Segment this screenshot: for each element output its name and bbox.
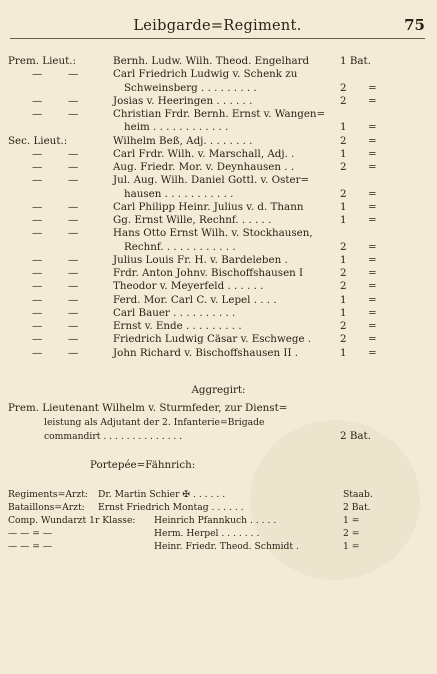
officer-name: Jul. Aug. Wilh. Daniel Gottl. v. Oster= [113, 174, 310, 187]
officer-name: hausen . . . . . . . . . . . [124, 187, 234, 200]
officer-dash: — [68, 68, 79, 81]
officer-dash: — [68, 280, 79, 293]
officer-dash: — [32, 306, 43, 319]
officer-name: Carl Friedrich Ludwig v. Schenk zu [113, 68, 298, 81]
officer-ditto: = [368, 161, 377, 173]
officer-ditto: = [368, 306, 377, 319]
officer-dash: — [68, 214, 79, 226]
officer-ditto: = [368, 94, 377, 107]
officer-dash: — [68, 108, 79, 120]
officer-name: Christian Frdr. Bernh. Ernst v. Wangen= [113, 108, 326, 120]
aggregirt-text-3: commandirt . . . . . . . . . . . . . . [44, 431, 183, 442]
medical-rank: Comp. Wundarzt 1r Klasse: [8, 515, 136, 526]
officer-battalion: 1 [340, 147, 347, 160]
officer-dash: — [68, 147, 79, 160]
officer-dash: — [68, 320, 79, 332]
officer-name: Carl Bauer . . . . . . . . . . [113, 306, 236, 319]
officer-name: Julius Louis Fr. H. v. Bardeleben . [113, 253, 288, 266]
officer-name: Josias v. Heeringen . . . . . . [113, 94, 253, 107]
medical-unit: 2 = [343, 528, 360, 539]
officer-rank: Prem. Lieut.: [8, 55, 76, 67]
officer-rank: Sec. Lieut.: [8, 134, 68, 147]
officer-name: Schweinsberg . . . . . . . . . [124, 81, 257, 94]
officer-dash: — [32, 68, 43, 81]
medical-rank: — — = — [8, 541, 53, 552]
officer-dash: — [32, 320, 43, 332]
officer-ditto: = [368, 121, 377, 134]
medical-unit: 1 = [343, 515, 360, 526]
officer-dash: — [68, 227, 79, 240]
officer-dash: — [32, 214, 43, 226]
officer-name: Carl Philipp Heinr. Julius v. d. Thann [113, 200, 304, 213]
officer-dash: — [32, 200, 43, 213]
officer-name: Friedrich Ludwig Cäsar v. Eschwege . [113, 333, 312, 346]
officer-battalion: 2 [340, 94, 347, 107]
officer-name: heim . . . . . . . . . . . . [124, 121, 229, 134]
officer-dash: — [68, 293, 79, 306]
officer-ditto: = [368, 240, 377, 253]
officer-name: John Richard v. Bischoffshausen II . [113, 346, 299, 359]
officer-name: Ferd. Mor. Carl C. v. Lepel . . . . [113, 293, 277, 306]
officer-name: Carl Frdr. Wilh. v. Marschall, Adj. . [113, 147, 295, 160]
officer-dash: — [32, 267, 43, 279]
medical-unit: 1 = [343, 541, 360, 552]
officer-battalion: 1 [340, 306, 347, 319]
officer-dash: — [32, 108, 43, 120]
officer-battalion: 2 [340, 333, 347, 346]
medical-name: Ernst Friedrich Montag . . . . . . [98, 502, 244, 513]
officer-ditto: = [368, 81, 377, 94]
officer-dash: — [68, 174, 79, 187]
officer-battalion: 1 [340, 121, 347, 134]
officer-name: Rechnf. . . . . . . . . . . . [124, 240, 236, 253]
officer-battalion: 1 [340, 214, 347, 226]
medical-name: Heinrich Pfannkuch . . . . . [154, 515, 277, 526]
officer-battalion: 2 [340, 187, 347, 200]
officer-dash: — [68, 306, 79, 319]
officer-ditto: = [368, 147, 377, 160]
officer-dash: — [32, 293, 43, 306]
officer-dash: — [32, 280, 43, 293]
officer-ditto: = [368, 253, 377, 266]
aggregirt-text-2: leistung als Adjutant der 2. Infanterie=Brigade [44, 417, 265, 428]
officer-name: Aug. Friedr. Mor. v. Deynhausen . . [113, 161, 295, 173]
officer-battalion: 1 [340, 200, 347, 213]
officer-dash: — [32, 346, 43, 359]
officer-dash: — [32, 253, 43, 266]
medical-row [0, 539, 437, 554]
officer-dash: — [32, 94, 43, 107]
officer-battalion: 1 Bat. [340, 55, 371, 67]
officer-dash: — [32, 147, 43, 160]
officer-battalion: 2 [340, 240, 347, 253]
officer-ditto: = [368, 187, 377, 200]
officer-name: Bernh. Ludw. Wilh. Theod. Engelhard [113, 55, 310, 67]
page-title: Leibgarde=Regiment. [133, 18, 302, 34]
medical-rank: — — = — [8, 528, 53, 539]
officer-dash: — [68, 267, 79, 279]
medical-rank: Regiments=Arzt: [8, 489, 89, 500]
officer-dash: — [68, 333, 79, 346]
aggregirt-line-1 [0, 401, 437, 416]
officer-ditto: = [368, 200, 377, 213]
officer-ditto: = [368, 134, 377, 147]
aggregirt-text-1: Prem. Lieutenant Wilhelm v. Sturmfeder, zur Dienst= [8, 402, 288, 414]
medical-name: Heinr. Friedr. Theod. Schmidt . [154, 541, 299, 552]
officer-ditto: = [368, 267, 377, 279]
aggregirt-line-2 [0, 415, 437, 430]
officer-battalion: 2 [340, 81, 347, 94]
officer-name: Ernst v. Ende . . . . . . . . . [113, 320, 242, 332]
officer-ditto: = [368, 293, 377, 306]
medical-rank: Bataillons=Arzt: [8, 502, 85, 513]
officer-dash: — [68, 346, 79, 359]
officer-ditto: = [368, 320, 377, 332]
officer-name: Hans Otto Ernst Wilh. v. Stockhausen, [113, 227, 313, 240]
officer-battalion: 1 [340, 293, 347, 306]
page-header [10, 16, 425, 39]
portepee-heading: Portepée=Fähnrich: [90, 459, 196, 471]
officer-dash: — [68, 161, 79, 173]
officer-name: Theodor v. Meyerfeld . . . . . . [113, 280, 264, 293]
officer-dash: — [32, 333, 43, 346]
aggregirt-heading: Aggregirt: [191, 384, 246, 396]
officer-ditto: = [368, 346, 377, 359]
officer-battalion: 1 [340, 253, 347, 266]
medical-name: Dr. Martin Schier ✠ . . . . . . [98, 489, 226, 500]
officer-dash: — [68, 94, 79, 107]
officer-ditto: = [368, 214, 377, 226]
officer-name: Wilhelm Beß, Adj. . . . . . . . [113, 134, 253, 147]
medical-unit: Staab. [343, 489, 373, 500]
officer-battalion: 2 [340, 280, 347, 293]
medical-name: Herm. Herpel . . . . . . . [154, 528, 260, 539]
aggregirt-line-3 [0, 429, 437, 444]
officer-name: Frdr. Anton Johnv. Bischoffshausen I [113, 267, 304, 279]
officer-ditto: = [368, 280, 377, 293]
officer-battalion: 2 [340, 267, 347, 279]
officer-dash: — [32, 227, 43, 240]
aggregirt-battalion: 2 Bat. [340, 430, 371, 442]
officer-ditto: = [368, 333, 377, 346]
officer-battalion: 2 [340, 320, 347, 332]
officer-battalion: 2 [340, 161, 347, 173]
officer-battalion: 2 [340, 134, 347, 147]
officer-dash: — [32, 174, 43, 187]
officer-dash: — [68, 200, 79, 213]
officer-dash: — [68, 253, 79, 266]
officer-battalion: 1 [340, 346, 347, 359]
officer-dash: — [32, 161, 43, 173]
page-number: 75 [404, 16, 425, 34]
officer-name: Gg. Ernst Wille, Rechnf. . . . . . [113, 214, 272, 226]
officer-row [0, 346, 437, 361]
medical-unit: 2 Bat. [343, 502, 371, 513]
